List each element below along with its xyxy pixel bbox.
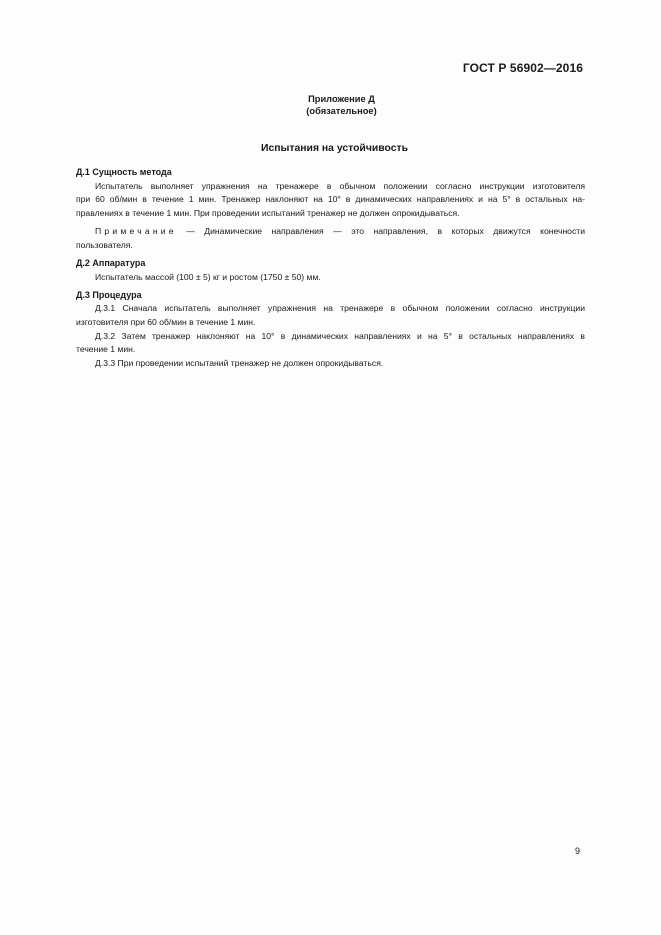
appendix-status: (обязательное) xyxy=(306,106,377,116)
paragraph-line: правлениях в течение 1 мин. При проведении испытаний тренажер не должен опрокидываться. xyxy=(76,207,460,218)
paragraph-line: течение 1 мин. xyxy=(76,344,136,355)
paragraph-line: изготовителя при 60 об/мин в течение 1 мин. xyxy=(76,316,256,327)
paragraph-line: при 60 об/мин в течение 1 мин. Тренажер наклоняют на 10° в динамических направлениях и на 5° в остальных на- xyxy=(76,194,585,205)
section-d3-item-1 xyxy=(76,302,585,329)
paragraph-line: Д.3.1 Сначала испытатель выполняет упражнения на тренажере в обычном положении согласно инструкции xyxy=(95,303,585,314)
section-heading-d1: Д.1 Сущность метода xyxy=(76,167,172,177)
page-title-text: Испытания на устойчивость xyxy=(261,143,408,154)
note-text: — Динамические направления — это направления, в которых движутся конечности xyxy=(186,226,585,237)
section-d3-item-3 xyxy=(76,357,585,371)
section-d3-item-2 xyxy=(76,330,585,357)
note-label: Примечание xyxy=(95,226,177,237)
document-body xyxy=(76,166,585,370)
page-title xyxy=(0,143,661,154)
section-heading-d2: Д.2 Аппаратура xyxy=(76,257,146,268)
section-d1-paragraph xyxy=(76,180,585,221)
note-line: пользователя. xyxy=(76,239,133,250)
page-number: 9 xyxy=(575,846,581,856)
standard-number: ГОСТ Р 56902—2016 xyxy=(462,61,583,75)
paragraph-line: Испытатель выполняет упражнения на тренажере в обычном положении согласно инструкции изготовителя xyxy=(95,180,585,191)
note-block xyxy=(76,225,585,252)
note-line xyxy=(76,225,585,239)
section-d2-text: Испытатель массой (100 ± 5) кг и ростом (1750 ± 50) мм. xyxy=(95,272,321,283)
appendix-heading xyxy=(0,93,661,117)
paragraph-line: Д.3.3 При проведении испытаний тренажер не должен опрокидываться. xyxy=(95,357,384,368)
appendix-label: Приложение Д xyxy=(308,94,375,104)
paragraph-line: Д.3.2 Затем тренажер наклоняют на 10° в динамических направлениях и на 5° в остальных направлениях в xyxy=(95,330,585,341)
section-heading-d3: Д.3 Процедура xyxy=(76,289,142,300)
